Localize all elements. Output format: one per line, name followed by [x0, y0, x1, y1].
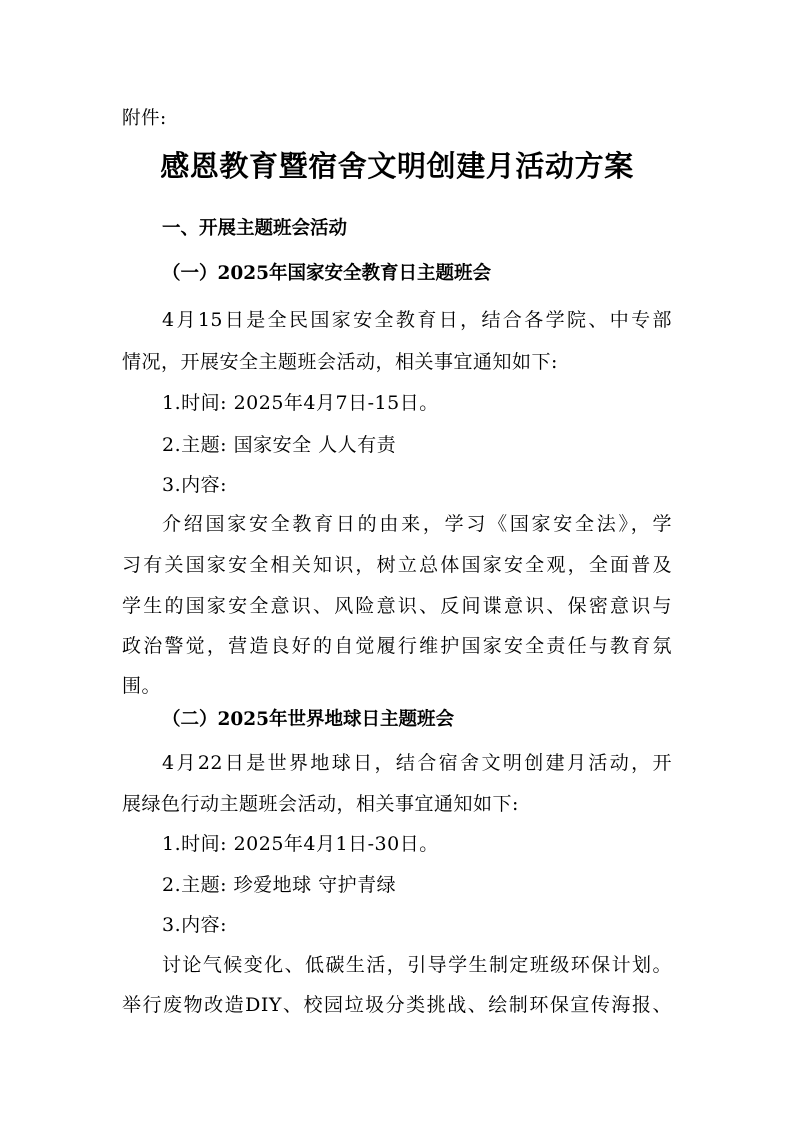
list-item-content-label: 3.内容:	[162, 914, 228, 936]
list-item-time: 1.时间: 2025年4月1日-30日。	[162, 833, 439, 855]
paragraph-line: 围。	[122, 675, 162, 697]
paragraph-line: 4月15日是全民国家安全教育日，结合各学院、中专部	[162, 309, 672, 331]
section-heading-1: 一、开展主题班会活动	[162, 218, 348, 239]
paragraph-line: 学生的国家安全意识、风险意识、反间谍意识、保密意识与	[122, 595, 672, 617]
list-item-time: 1.时间: 2025年4月7日-15日。	[162, 392, 439, 414]
paragraph-line: 4月22日是世界地球日，结合宿舍文明创建月活动，开	[162, 752, 672, 774]
paragraph-line: 习有关国家安全相关知识，树立总体国家安全观，全面普及	[122, 554, 672, 576]
paragraph-line: 展绿色行动主题班会活动，相关事宜通知如下:	[122, 793, 519, 815]
document-title: 感恩教育暨宿舍文明创建月活动方案	[160, 149, 634, 183]
subsection-heading-2: （二）2025年世界地球日主题班会	[162, 709, 454, 730]
subsection-heading-1: （一）2025年国家安全教育日主题班会	[162, 263, 491, 284]
list-item-content-label: 3.内容:	[162, 474, 228, 496]
paragraph-line: 讨论气候变化、低碳生活，引导学生制定班级环保计划。	[162, 954, 672, 976]
list-item-theme: 2.主题: 国家安全 人人有责	[162, 434, 397, 456]
attachment-label: 附件:	[122, 108, 167, 129]
paragraph-line: 情况，开展安全主题班会活动，相关事宜通知如下:	[122, 351, 558, 373]
paragraph-line: 政治警觉，营造良好的自觉履行维护国家安全责任与教育氛	[122, 635, 672, 657]
paragraph-line: 举行废物改造DIY、校园垃圾分类挑战、绘制环保宣传海报、	[122, 994, 672, 1016]
paragraph-line: 介绍国家安全教育日的由来，学习《国家安全法》，学	[162, 513, 672, 535]
list-item-theme: 2.主题: 珍爱地球 守护青绿	[162, 874, 397, 896]
